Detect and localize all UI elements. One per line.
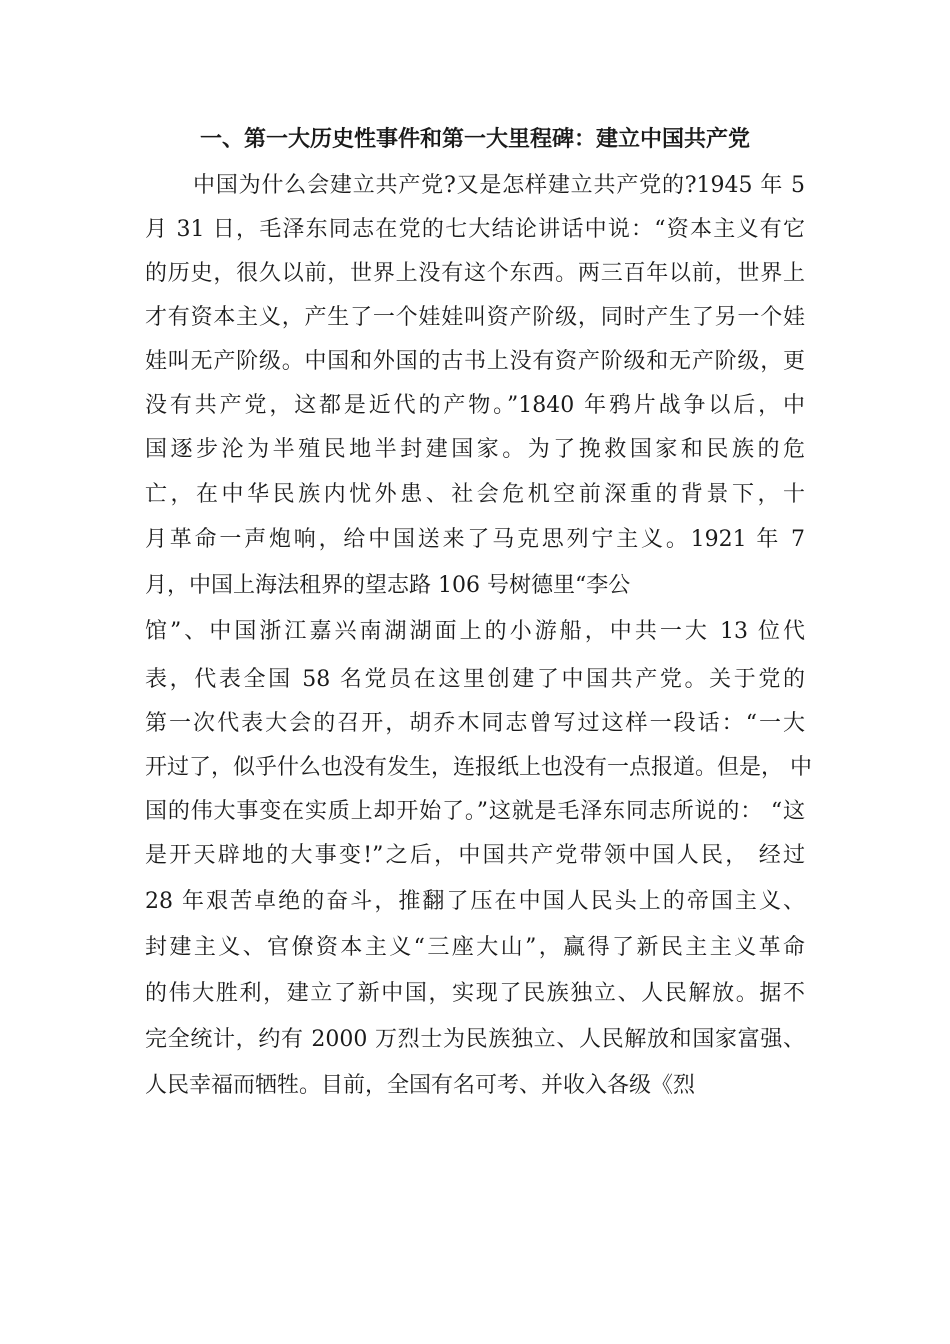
paragraph-line: 是开天辟地的大事变!”之后，中国共产党带领中国人民， 经过 xyxy=(145,843,805,868)
section-heading: 一、第一大历史性事件和第一大里程碑：建立中国共产党 xyxy=(199,127,750,152)
paragraph-line: 月，中国上海法租界的望志路 106 号树德里“李公 xyxy=(145,573,631,598)
paragraph-line: 表，代表全国 58 名党员在这里创建了中国共产党。关于党的 xyxy=(145,667,805,692)
paragraph-line: 月 31 日，毛泽东同志在党的七大结论讲话中说：“资本主义有它 xyxy=(145,217,805,242)
paragraph-line: 开过了，似乎什么也没有发生，连报纸上也没有一点报道。但是， 中 xyxy=(145,755,812,780)
paragraph-line: 才有资本主义，产生了一个娃娃叫资产阶级，同时产生了另一个娃 xyxy=(145,305,805,330)
paragraph-line: 没有共产党，这都是近代的产物。”1840 年鸦片战争以后，中 xyxy=(145,393,805,418)
paragraph-line: 第一次代表大会的召开，胡乔木同志曾写过这样一段话：“一大 xyxy=(145,711,805,736)
paragraph-line: 的历史，很久以前，世界上没有这个东西。两三百年以前，世界上 xyxy=(145,261,805,286)
paragraph-line: 月革命一声炮响，给中国送来了马克思列宁主义。1921 年 7 xyxy=(145,527,805,552)
paragraph-line: 人民幸福而牺牲。目前，全国有名可考、并收入各级《烈 xyxy=(145,1073,696,1098)
paragraph-line: 娃叫无产阶级。中国和外国的古书上没有资产阶级和无产阶级，更 xyxy=(145,349,805,374)
paragraph-line: 馆”、中国浙江嘉兴南湖湖面上的小游船，中共一大 13 位代 xyxy=(145,619,805,644)
paragraph-line: 中国为什么会建立共产党?又是怎样建立共产党的?1945 年 5 xyxy=(193,173,805,198)
paragraph-line: 封建主义、官僚资本主义“三座大山”，赢得了新民主主义革命 xyxy=(145,935,805,960)
paragraph-line: 28 年艰苦卓绝的奋斗，推翻了压在中国人民头上的帝国主义、 xyxy=(145,889,805,914)
paragraph-line: 亡，在中华民族内忧外患、社会危机空前深重的背景下，十 xyxy=(145,482,805,507)
paragraph-line: 国的伟大事变在实质上却开始了。”这就是毛泽东同志所说的： “这 xyxy=(145,799,805,824)
paragraph-line: 完全统计，约有 2000 万烈士为民族独立、人民解放和国家富强、 xyxy=(145,1027,805,1052)
paragraph-line: 国逐步沦为半殖民地半封建国家。为了挽救国家和民族的危 xyxy=(145,437,805,462)
paragraph-line: 的伟大胜利，建立了新中国，实现了民族独立、人民解放。据不 xyxy=(145,981,805,1006)
